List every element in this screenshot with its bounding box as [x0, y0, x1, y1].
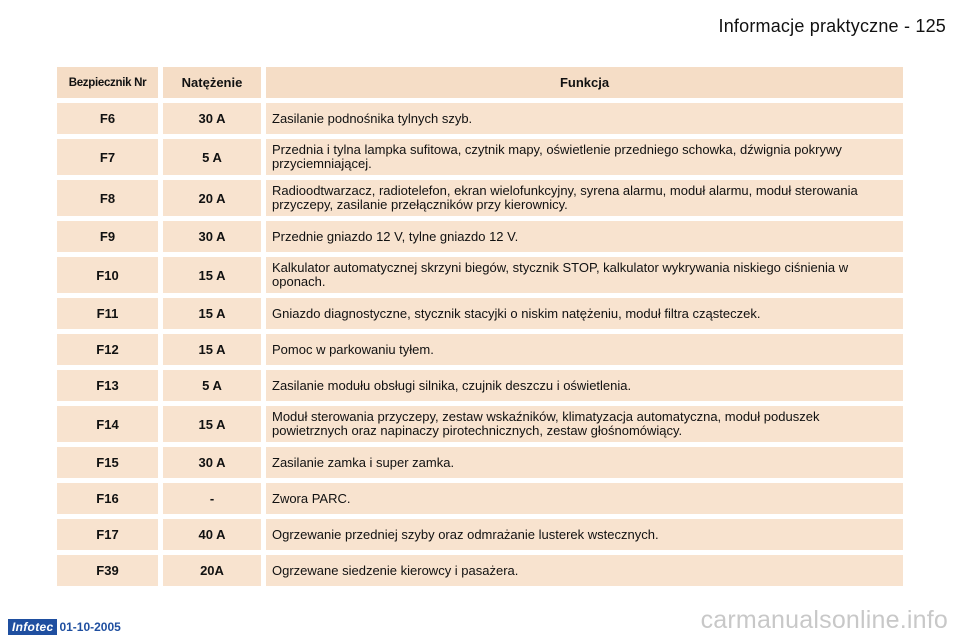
edition-date: 01-10-2005: [59, 620, 121, 634]
fuse-number-cell: F13: [57, 370, 158, 401]
function-cell: Ogrzewane siedzenie kierowcy i pasażera.: [266, 555, 903, 586]
function-cell: Moduł sterowania przyczepy, zestaw wskaźników, klimatyzacja automatyczna, moduł poduszek powietrznych oraz napinaczy pirotechnicznych, zestaw głośnomówiący.: [266, 406, 903, 442]
amperage-cell: 40 A: [163, 519, 261, 550]
function-cell: Zasilanie podnośnika tylnych szyb.: [266, 103, 903, 134]
table-row: [57, 406, 903, 442]
function-cell: Zasilanie zamka i super zamka.: [266, 447, 903, 478]
amperage-cell: -: [163, 483, 261, 514]
amperage-cell: 15 A: [163, 257, 261, 293]
infotec-logo: Infotec: [8, 619, 57, 635]
watermark: carmanualsonline.info: [700, 606, 948, 634]
fuse-number-cell: F6: [57, 103, 158, 134]
function-cell: Pomoc w parkowaniu tyłem.: [266, 334, 903, 365]
function-cell: Zwora PARC.: [266, 483, 903, 514]
function-cell: Radioodtwarzacz, radiotelefon, ekran wielofunkcyjny, syrena alarmu, moduł alarmu, moduł sterowania przyczepy, zasilanie przełączników przy kierownicy.: [266, 180, 903, 216]
amperage-cell: 5 A: [163, 370, 261, 401]
column-header-amperage: Natężenie: [163, 67, 261, 98]
column-header-function: Funkcja: [266, 67, 903, 98]
fuse-number-cell: F8: [57, 180, 158, 216]
table-row: [57, 257, 903, 293]
amperage-cell: 30 A: [163, 103, 261, 134]
table-row: [57, 103, 903, 134]
table-row: [57, 483, 903, 514]
function-cell: Gniazdo diagnostyczne, stycznik stacyjki o niskim natężeniu, moduł filtra cząsteczek.: [266, 298, 903, 329]
table-row: [57, 555, 903, 586]
fuse-number-cell: F12: [57, 334, 158, 365]
table-row: [57, 447, 903, 478]
amperage-cell: 15 A: [163, 406, 261, 442]
fuse-number-cell: F7: [57, 139, 158, 175]
function-cell: Kalkulator automatycznej skrzyni biegów, stycznik STOP, kalkulator wykrywania niskiego ciśnienia w oponach.: [266, 257, 903, 293]
fuse-number-cell: F9: [57, 221, 158, 252]
table-row: [57, 334, 903, 365]
fuse-number-cell: F15: [57, 447, 158, 478]
table-header-row: [57, 67, 903, 98]
amperage-cell: 30 A: [163, 447, 261, 478]
amperage-cell: 20 A: [163, 180, 261, 216]
amperage-cell: 15 A: [163, 298, 261, 329]
fuse-number-cell: F14: [57, 406, 158, 442]
fuse-number-cell: F39: [57, 555, 158, 586]
fuse-table: [57, 67, 903, 591]
fuse-number-cell: F11: [57, 298, 158, 329]
fuse-number-cell: F16: [57, 483, 158, 514]
fuse-number-cell: F17: [57, 519, 158, 550]
table-row: [57, 370, 903, 401]
amperage-cell: 5 A: [163, 139, 261, 175]
function-cell: Przednie gniazdo 12 V, tylne gniazdo 12 V.: [266, 221, 903, 252]
table-row: [57, 139, 903, 175]
table-row: [57, 519, 903, 550]
fuse-number-cell: F10: [57, 257, 158, 293]
function-cell: Przednia i tylna lampka sufitowa, czytnik mapy, oświetlenie przedniego schowka, dźwignia pokrywy przyciemniającej.: [266, 139, 903, 175]
column-header-fuse-number: Bezpiecznik Nr: [57, 67, 158, 98]
table-row: [57, 298, 903, 329]
page-title: Informacje praktyczne - 125: [718, 16, 946, 36]
function-cell: Ogrzewanie przedniej szyby oraz odmrażanie lusterek wstecznych.: [266, 519, 903, 550]
table-row: [57, 221, 903, 252]
amperage-cell: 20A: [163, 555, 261, 586]
amperage-cell: 30 A: [163, 221, 261, 252]
infotec-badge: [8, 619, 121, 635]
amperage-cell: 15 A: [163, 334, 261, 365]
table-row: [57, 180, 903, 216]
function-cell: Zasilanie modułu obsługi silnika, czujnik deszczu i oświetlenia.: [266, 370, 903, 401]
